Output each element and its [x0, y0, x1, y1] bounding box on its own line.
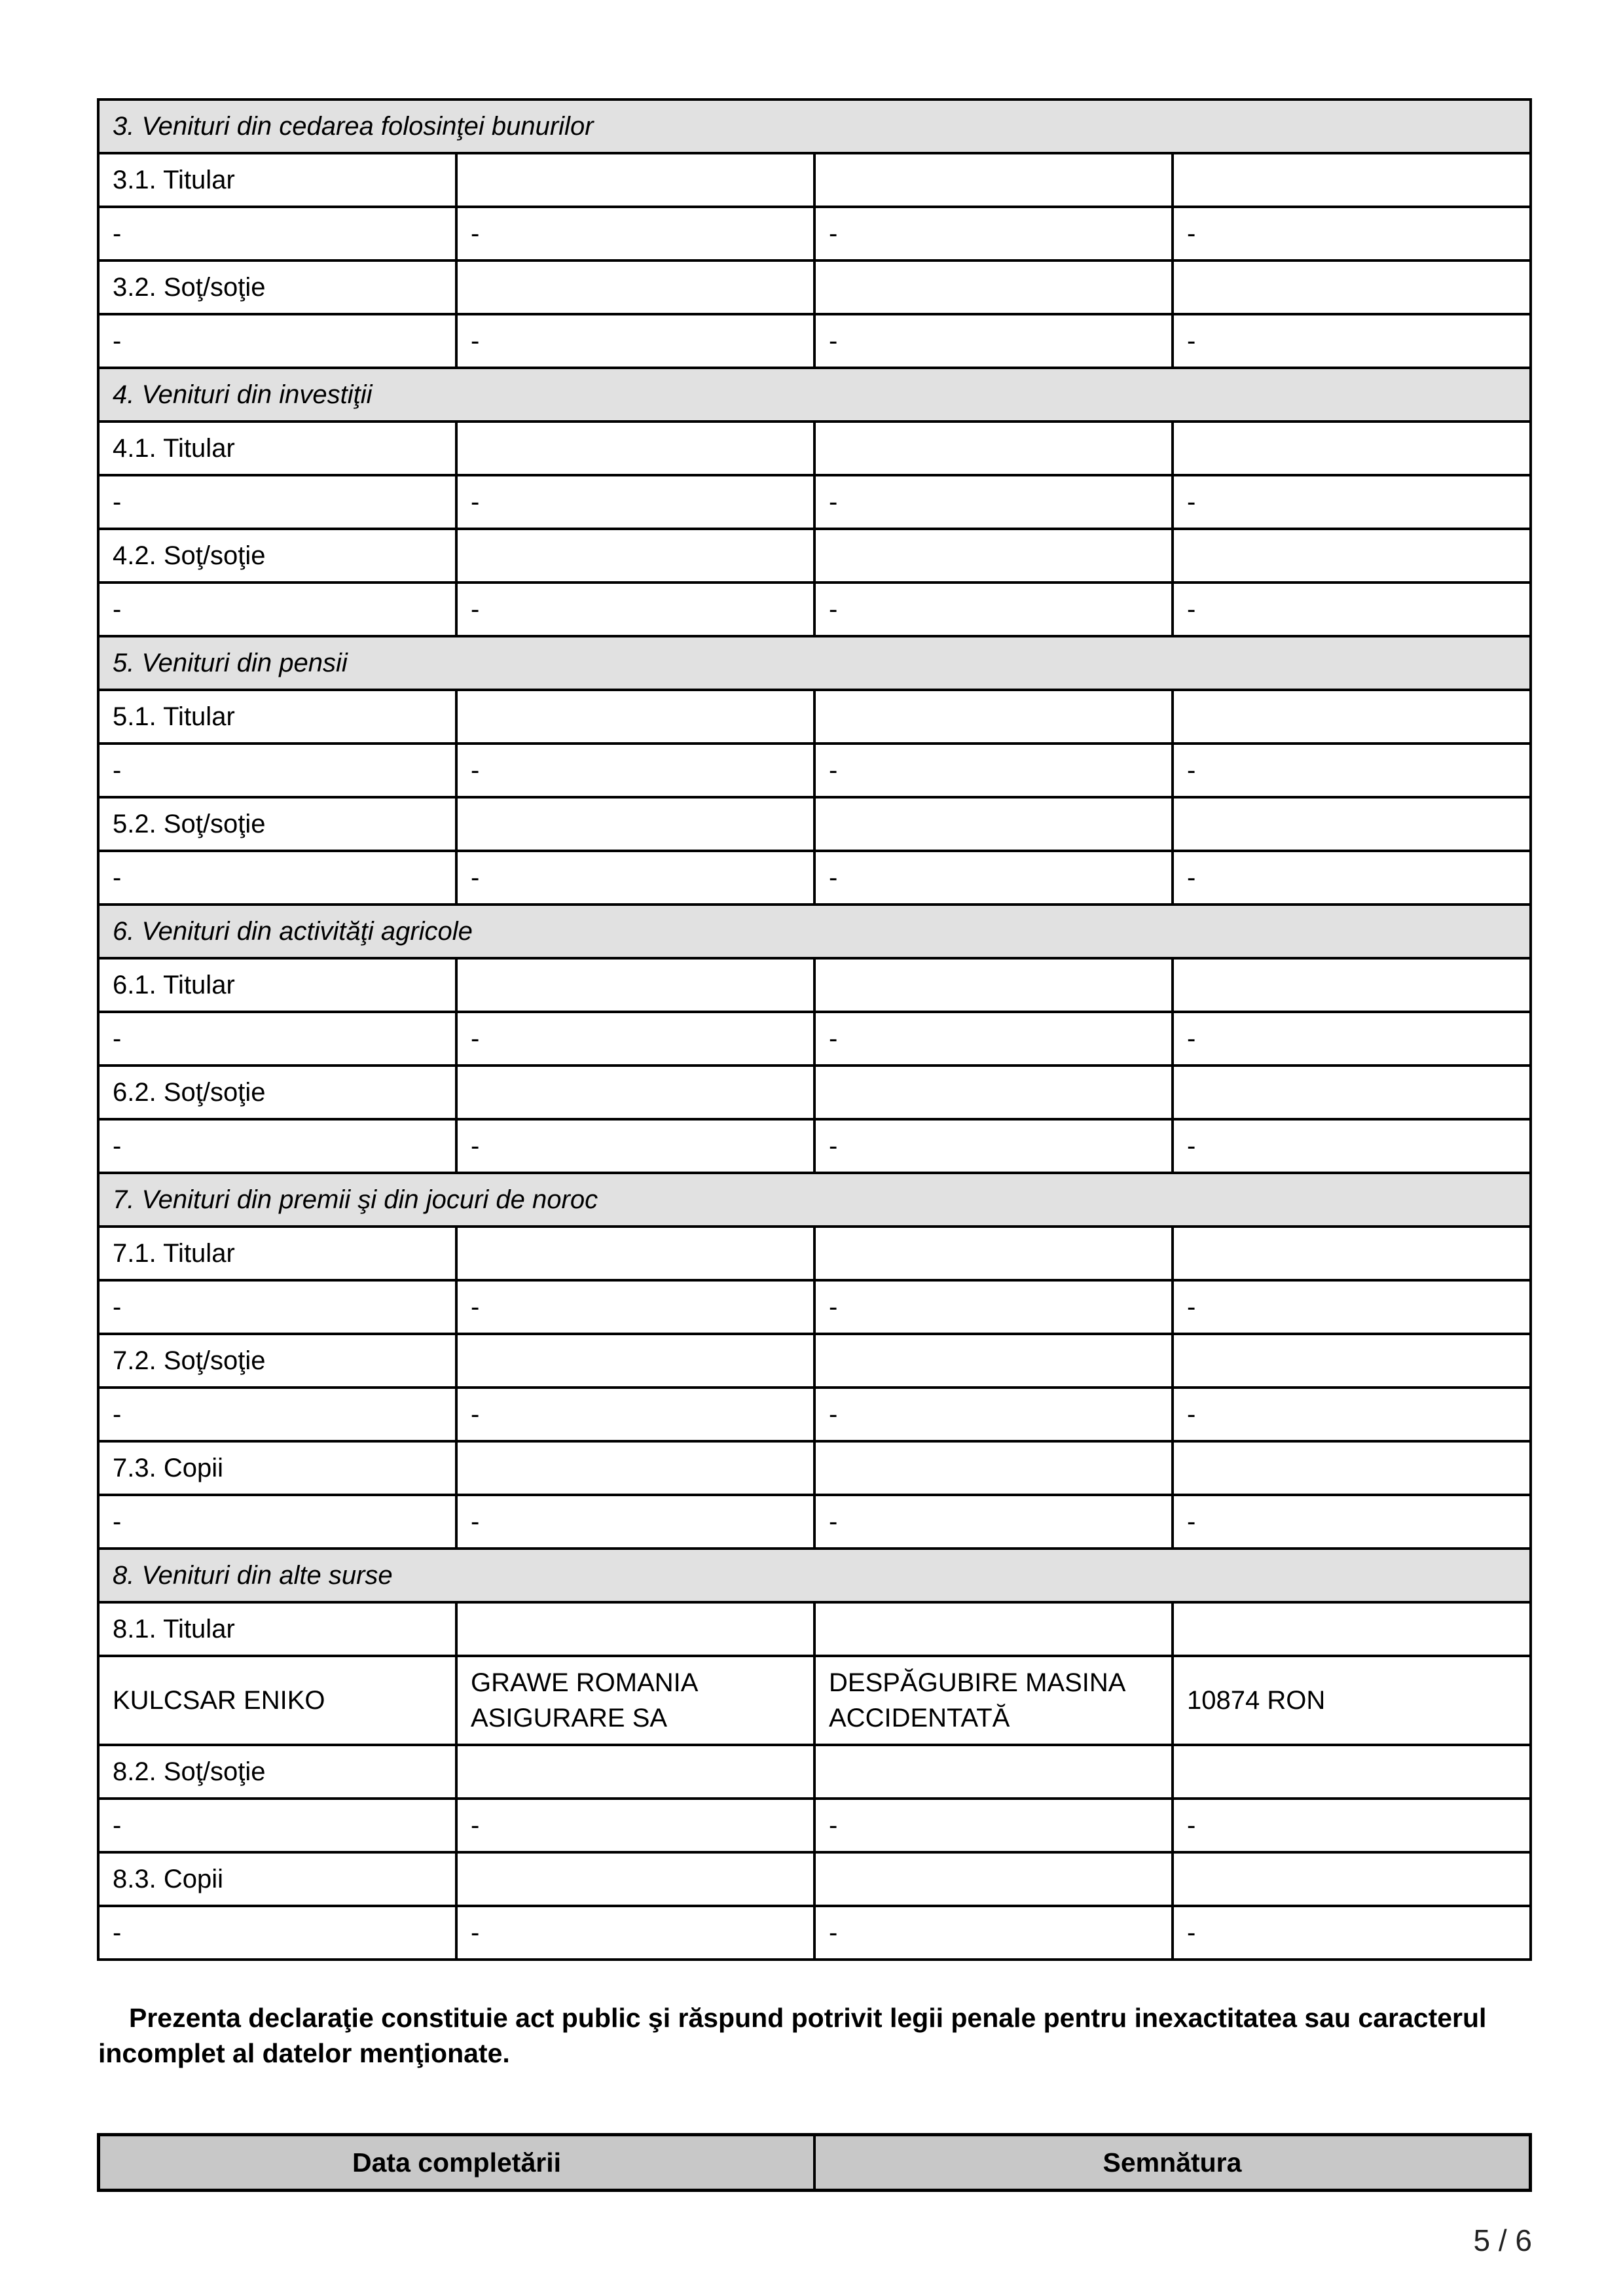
income-data-cell: -	[456, 1906, 814, 1960]
subsection-label: 4.2. Soţ/soţie	[98, 529, 456, 583]
subsection-label: 8.2. Soţ/soţie	[98, 1745, 456, 1799]
empty-cell	[456, 422, 814, 475]
subsection-label-row	[98, 1227, 1531, 1280]
income-data-cell: -	[98, 1280, 456, 1334]
empty-cell	[456, 529, 814, 583]
subsection-label-row	[98, 690, 1531, 744]
income-data-cell: -	[1173, 1799, 1531, 1852]
section-title: 7. Venituri din premii şi din jocuri de noroc	[98, 1173, 1531, 1227]
empty-cell	[456, 690, 814, 744]
income-data-cell: -	[98, 1388, 456, 1441]
income-data-row	[98, 1799, 1531, 1852]
income-data-cell: -	[1173, 1906, 1531, 1960]
subsection-label-row	[98, 260, 1531, 314]
empty-cell	[456, 1441, 814, 1495]
empty-cell	[814, 958, 1173, 1012]
section-title: 8. Venituri din alte surse	[98, 1549, 1531, 1602]
subsection-label: 7.2. Soţ/soţie	[98, 1334, 456, 1388]
income-data-cell: -	[814, 583, 1173, 636]
income-data-cell: -	[98, 1906, 456, 1960]
income-data-cell: -	[814, 314, 1173, 368]
income-data-row	[98, 1119, 1531, 1173]
subsection-label: 6.1. Titular	[98, 958, 456, 1012]
income-data-cell: -	[98, 744, 456, 797]
empty-cell	[814, 422, 1173, 475]
income-data-cell: -	[1173, 207, 1531, 260]
income-data-cell: -	[456, 744, 814, 797]
subsection-label-row	[98, 1745, 1531, 1799]
empty-cell	[814, 1852, 1173, 1906]
empty-cell	[1173, 1441, 1531, 1495]
income-data-cell: -	[98, 1012, 456, 1066]
income-data-cell: -	[456, 1012, 814, 1066]
income-data-cell: -	[814, 475, 1173, 529]
income-data-row	[98, 1495, 1531, 1549]
subsection-label-row	[98, 1852, 1531, 1906]
income-data-cell: -	[456, 583, 814, 636]
empty-cell	[456, 1852, 814, 1906]
subsection-label: 8.3. Copii	[98, 1852, 456, 1906]
empty-cell	[814, 690, 1173, 744]
income-data-cell: -	[98, 475, 456, 529]
empty-cell	[1173, 529, 1531, 583]
empty-cell	[1173, 1334, 1531, 1388]
income-data-cell: -	[456, 851, 814, 905]
income-data-cell: -	[98, 1119, 456, 1173]
declaration-statement: Prezenta declaraţie constituie act public şi răspund potrivit legii penale pentru inexactitatea sau caracterul incomplet al datelor menţionate.	[98, 2003, 1487, 2068]
signature-header: Semnătura	[814, 2135, 1531, 2191]
income-data-cell: -	[456, 207, 814, 260]
empty-cell	[456, 1066, 814, 1119]
empty-cell	[456, 958, 814, 1012]
income-data-row	[98, 583, 1531, 636]
empty-cell	[456, 1227, 814, 1280]
income-data-cell: -	[814, 1388, 1173, 1441]
empty-cell	[1173, 260, 1531, 314]
income-data-row	[98, 851, 1531, 905]
income-data-row	[98, 744, 1531, 797]
subsection-label: 4.1. Titular	[98, 422, 456, 475]
income-data-cell: -	[98, 583, 456, 636]
section-header-row	[98, 99, 1531, 153]
income-data-row	[98, 1012, 1531, 1066]
empty-cell	[814, 153, 1173, 207]
income-data-cell: -	[814, 1012, 1173, 1066]
income-data-cell: -	[814, 1906, 1173, 1960]
subsection-label-row	[98, 529, 1531, 583]
income-data-row	[98, 1906, 1531, 1960]
income-data-cell: -	[814, 1799, 1173, 1852]
empty-cell	[1173, 1745, 1531, 1799]
subsection-label: 7.1. Titular	[98, 1227, 456, 1280]
subsection-label: 5.1. Titular	[98, 690, 456, 744]
income-data-cell: -	[1173, 314, 1531, 368]
empty-cell	[1173, 690, 1531, 744]
signature-table-header-row	[99, 2135, 1531, 2191]
income-data-cell: -	[456, 314, 814, 368]
empty-cell	[456, 1745, 814, 1799]
income-data-cell: -	[1173, 475, 1531, 529]
income-data-cell: -	[98, 851, 456, 905]
income-data-cell: -	[456, 1280, 814, 1334]
subsection-label-row	[98, 1066, 1531, 1119]
income-data-cell: -	[456, 475, 814, 529]
income-data-cell: DESPĂGUBIRE MASINA ACCIDENTATĂ	[814, 1656, 1173, 1745]
income-data-cell: -	[814, 1495, 1173, 1549]
section-title: 3. Venituri din cedarea folosinţei bunurilor	[98, 99, 1531, 153]
empty-cell	[456, 1602, 814, 1656]
income-data-cell: -	[456, 1119, 814, 1173]
subsection-label: 8.1. Titular	[98, 1602, 456, 1656]
income-data-cell: -	[814, 1119, 1173, 1173]
income-data-row	[98, 1280, 1531, 1334]
subsection-label-row	[98, 797, 1531, 851]
empty-cell	[1173, 1066, 1531, 1119]
subsection-label: 6.2. Soţ/soţie	[98, 1066, 456, 1119]
section-header-row	[98, 1549, 1531, 1602]
income-data-cell: -	[98, 1495, 456, 1549]
completion-date-header: Data completării	[99, 2135, 815, 2191]
income-data-cell: -	[1173, 583, 1531, 636]
subsection-label-row	[98, 422, 1531, 475]
empty-cell	[1173, 1602, 1531, 1656]
empty-cell	[814, 1334, 1173, 1388]
income-data-cell: -	[1173, 1388, 1531, 1441]
income-data-cell: -	[456, 1799, 814, 1852]
income-data-cell: -	[1173, 1012, 1531, 1066]
income-data-row	[98, 314, 1531, 368]
income-data-cell: -	[456, 1388, 814, 1441]
subsection-label-row	[98, 153, 1531, 207]
section-title: 5. Venituri din pensii	[98, 636, 1531, 690]
empty-cell	[1173, 153, 1531, 207]
signature-table	[97, 2133, 1532, 2192]
income-data-cell: -	[1173, 1280, 1531, 1334]
section-header-row	[98, 368, 1531, 422]
subsection-label-row	[98, 1334, 1531, 1388]
empty-cell	[1173, 958, 1531, 1012]
empty-cell	[456, 153, 814, 207]
empty-cell	[456, 797, 814, 851]
empty-cell	[814, 1745, 1173, 1799]
subsection-label: 3.1. Titular	[98, 153, 456, 207]
income-data-cell: -	[814, 207, 1173, 260]
empty-cell	[814, 1441, 1173, 1495]
income-data-cell: -	[1173, 1495, 1531, 1549]
income-data-cell: -	[98, 314, 456, 368]
subsection-label: 3.2. Soţ/soţie	[98, 260, 456, 314]
empty-cell	[456, 1334, 814, 1388]
empty-cell	[814, 529, 1173, 583]
income-data-cell: -	[1173, 744, 1531, 797]
subsection-label: 7.3. Copii	[98, 1441, 456, 1495]
income-data-cell: GRAWE ROMANIA ASIGURARE SA	[456, 1656, 814, 1745]
income-data-cell: KULCSAR ENIKO	[98, 1656, 456, 1745]
empty-cell	[814, 1227, 1173, 1280]
income-data-cell: -	[98, 1799, 456, 1852]
income-data-cell: -	[1173, 851, 1531, 905]
subsection-label-row	[98, 958, 1531, 1012]
section-header-row	[98, 1173, 1531, 1227]
page-number: 5 / 6	[1473, 2223, 1532, 2257]
section-title: 4. Venituri din investiţii	[98, 368, 1531, 422]
income-data-cell: -	[456, 1495, 814, 1549]
empty-cell	[456, 260, 814, 314]
empty-cell	[1173, 422, 1531, 475]
income-table	[97, 98, 1532, 1961]
income-data-row	[98, 475, 1531, 529]
subsection-label-row	[98, 1602, 1531, 1656]
empty-cell	[814, 797, 1173, 851]
empty-cell	[814, 260, 1173, 314]
empty-cell	[1173, 797, 1531, 851]
empty-cell	[1173, 1852, 1531, 1906]
section-title: 6. Venituri din activităţi agricole	[98, 905, 1531, 958]
income-data-cell: -	[1173, 1119, 1531, 1173]
income-data-cell: -	[814, 744, 1173, 797]
income-table-body	[98, 99, 1531, 1960]
empty-cell	[814, 1602, 1173, 1656]
empty-cell	[814, 1066, 1173, 1119]
section-header-row	[98, 636, 1531, 690]
income-data-cell: 10874 RON	[1173, 1656, 1531, 1745]
income-data-cell: -	[98, 207, 456, 260]
income-data-row	[98, 207, 1531, 260]
subsection-label-row	[98, 1441, 1531, 1495]
income-data-row	[98, 1388, 1531, 1441]
income-data-row	[98, 1656, 1531, 1745]
income-data-cell: -	[814, 851, 1173, 905]
empty-cell	[1173, 1227, 1531, 1280]
income-data-cell: -	[814, 1280, 1173, 1334]
subsection-label: 5.2. Soţ/soţie	[98, 797, 456, 851]
section-header-row	[98, 905, 1531, 958]
